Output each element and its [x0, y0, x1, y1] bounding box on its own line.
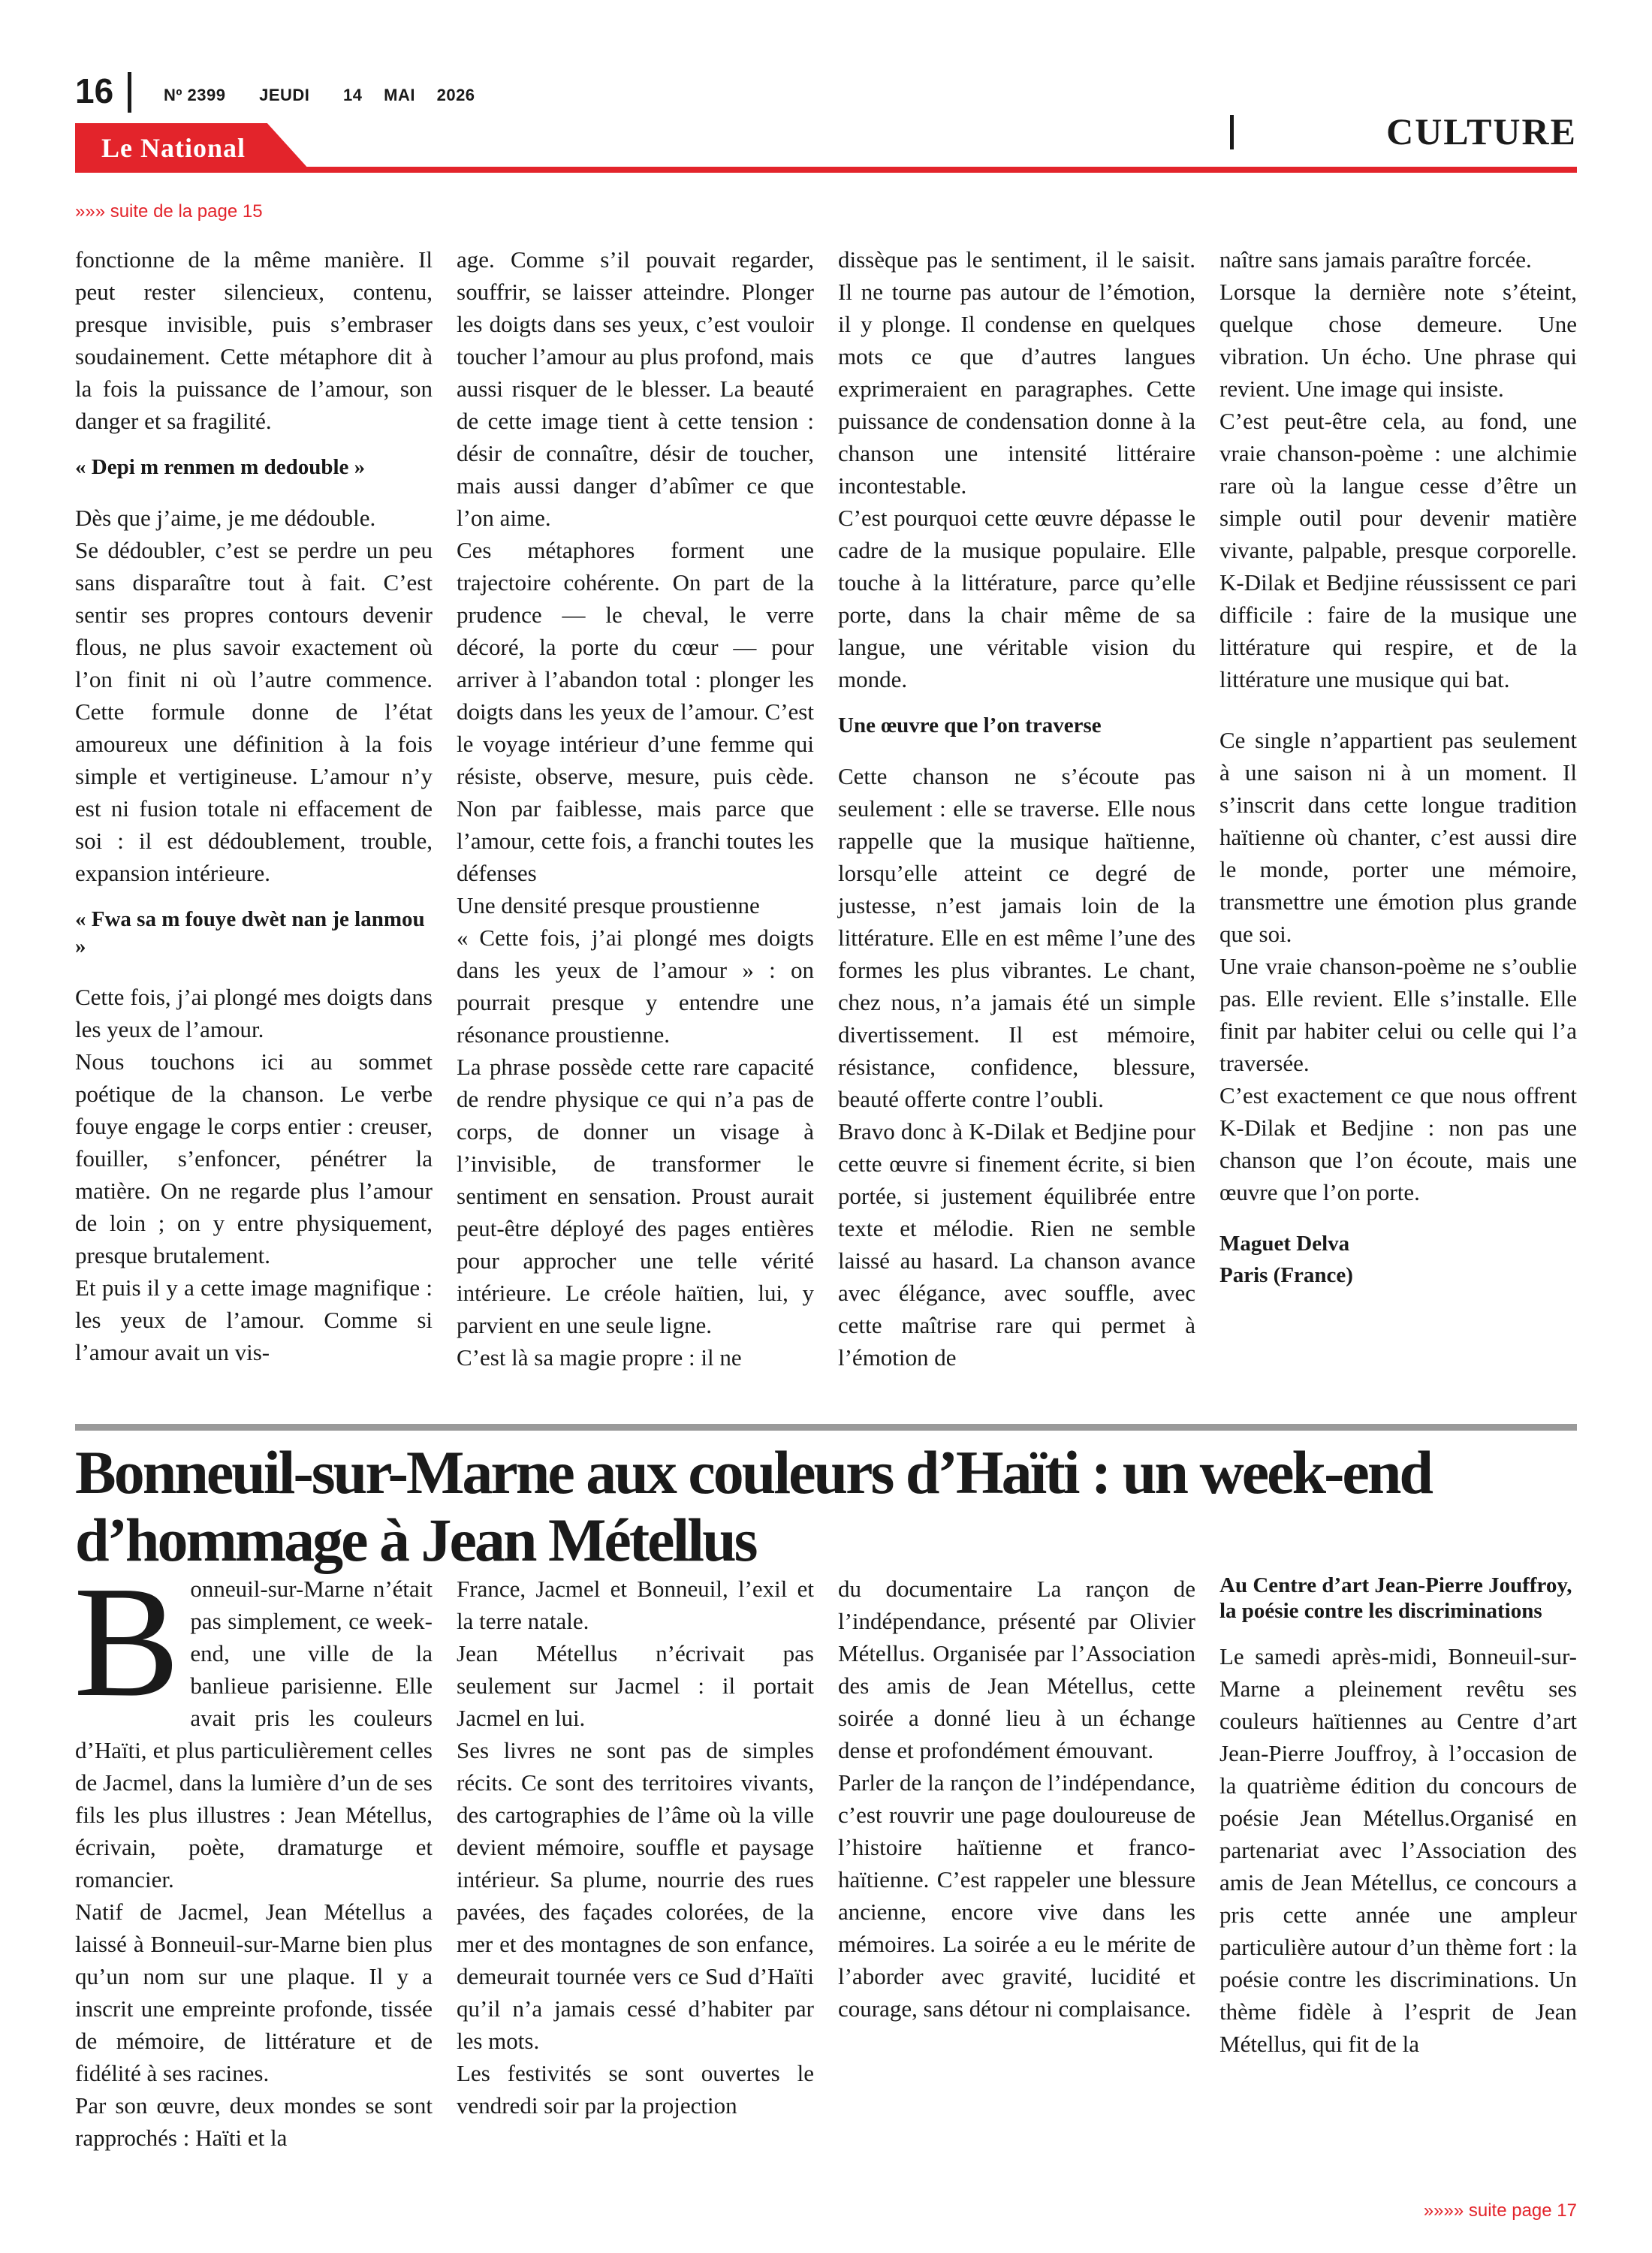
paragraph: Et puis il y a cette image magnifique : les yeux de l’amour. Comme si l’amour avait un vis- [75, 1274, 433, 1365]
article2-column-1 [74, 1553, 433, 2154]
page-number: 16 [75, 71, 114, 110]
issue-day: JEUDI [259, 86, 310, 104]
article2-column-4 [1219, 1573, 1577, 2060]
author-location: Paris (France) [1219, 1263, 1353, 1287]
paragraph: dissèque pas le sentiment, il le saisit. Il ne tourne pas autour de l’émotion, il y plonge. Il condense en quelques mots ce que d’autres langues exprimeraient en paragraphes. Cette puissance de condensation donne à la chanson une intensité littéraire incontestable. [838, 246, 1195, 499]
header-rule [75, 167, 1577, 173]
section-divider [1230, 115, 1234, 149]
subheading: « Fwa sa m fouye dwèt nan je lanmou » [75, 907, 425, 958]
paragraph: age. Comme s’il pouvait regarder, souffrir, se laisser atteindre. Plonger les doigts dans ses yeux, c’est vouloir toucher l’amour au plus profond, mais aussi risquer de le blesser. La beauté de cette image tient à cette tension : désir de connaître, désir de toucher, mais aussi danger d’abîmer ce que l’on aime. [457, 246, 814, 531]
author-name: Maguet Delva [1219, 1232, 1350, 1256]
paragraph: Cette chanson ne s’écoute pas seulement : elle se traverse. Elle nous rappelle que la musique haïtienne, lorsqu’elle atteint ce degré de justesse, n’est jamais loin de la littérature. Elle en est même l’une des formes les plus vibrantes. Le chant, chez nous, n’a jamais été un simple divertissement. Il est mémoire, résistance, confidence, blessure, beauté offerte contre l’oubli. [838, 763, 1195, 1112]
paragraph: Jean Métellus n’écrivait pas seulement sur Jacmel : il portait Jacmel en lui. [457, 1640, 814, 1731]
paragraph: Parler de la rançon de l’indépendance, c’est rouvrir une page douloureuse de l’histoire haïtienne et franco-haïtienne. C’est rappeler une blessure ancienne, encore vive dans les mémoires. La soirée a eu le mérite de l’aborder avec gravité, lucidité et courage, sans détour ni complaisance. [838, 1769, 1195, 2022]
paragraph: onneuil-sur-Marne n’était pas simplement, ce week-end, une ville de la banlieue parisienne. Elle avait pris les couleurs d’Haïti, et plus particulièrement celles de Jacmel, dans la lumière d’un de ses fils les plus illustres : Jean Métellus, écrivain, poète, dramaturge et romancier. [75, 1576, 433, 1893]
paragraph: C’est là sa magie propre : il ne [457, 1344, 742, 1371]
subheading: Au Centre d’art Jean-Pierre Jouffroy, la poésie contre les discriminations [1219, 1573, 1572, 1623]
paragraph: France, Jacmel et Bonneuil, l’exil et la terre natale. [457, 1576, 814, 1634]
subheading: Une œuvre que l’on traverse [838, 713, 1102, 737]
article2-headline: Bonneuil-sur-Marne aux couleurs d’Haïti : un week-end d’hommage à Jean Métellus [75, 1438, 1432, 1574]
paragraph: C’est exactement ce que nous offrent K-Dilak et Bedjine : non pas une chanson que l’on écoute, mais une œuvre que l’on porte. [1219, 1082, 1577, 1205]
paragraph: Bravo donc à K-Dilak et Bedjine pour cette œuvre si finement écrite, si bien portée, si justement équilibrée entre texte et mélodie. Rien ne semble laissé au hasard. La chanson avance avec élégance, avec souffle, avec cette maîtrise rare qui permet à l’émotion de [838, 1118, 1195, 1371]
paragraph: naître sans jamais paraître forcée. [1219, 246, 1532, 273]
issue-date: 14 [343, 86, 363, 104]
paragraph: Ce single n’appartient pas seulement à une saison ni à un moment. Il s’inscrit dans cette longue tradition haïtienne où chanter, c’est aussi dire le monde, porter une mémoire, transmettre une émotion plus grande que soi. [1219, 727, 1577, 947]
paragraph: du documentaire La rançon de l’indépendance, présenté par Olivier Métellus. Organisée par l’Association des amis de Jean Métellus, cette soirée a donné lieu à un échange dense et profondément émouvant. [838, 1576, 1195, 1763]
paragraph: Ses livres ne sont pas de simples récits. Ce sont des territoires vivants, des cartographies de l’âme où la ville devient mémoire, souffle et paysage intérieur. Sa plume, nourrie des rues pavées, des façades colorées, de la mer et des montagnes de son enfance, demeurait tournée vers ce Sud d’Haïti qu’il n’a jamais cessé d’habiter par les mots. [457, 1737, 814, 2054]
paragraph: C’est peut-être cela, au fond, une vraie chanson-poème : une alchimie rare où la langue cesse d’être un simple outil pour devenir matière vivante, palpable, presque corporelle. K-Dilak et Bedjine réussissent ce pari difficile : faire de la musique une littérature qui respire, et de la littérature une musique qui bat. [1219, 408, 1577, 692]
paragraph: Une vraie chanson-poème ne s’oublie pas. Elle revient. Elle s’installe. Elle finit par habiter celui ou celle qui l’a traversée. [1219, 953, 1577, 1076]
article1-column-3 [838, 243, 1195, 1374]
paragraph: Nous touchons ici au sommet poétique de la chanson. Le verbe fouye engage le corps entier : creuser, fouiller, s’enfoncer, pénétrer la matière. On ne regarde plus l’amour de loin ; on y entre physiquement, presque brutalement. [75, 1048, 433, 1268]
issue-month: MAI [384, 86, 415, 104]
subheading: « Depi m renmen m dedouble » [75, 455, 366, 479]
issue-number: Nº 2399 [164, 86, 226, 104]
section-title: CULTURE [1386, 110, 1577, 152]
article1-column-1 [75, 243, 433, 1368]
article2-column-3 [838, 1573, 1195, 2025]
continued-to-link[interactable]: »»»» suite page 17 [1423, 2200, 1577, 2221]
issue-dateline [164, 86, 504, 105]
article2-column-2 [457, 1573, 814, 2122]
paragraph: La phrase possède cette rare capacité de rendre physique ce qui n’a pas de corps, de donner un visage à l’invisible, de transformer le sentiment en sensation. Proust aurait peut-être déployé des pages entières pour approcher une telle vérité intérieure. Le créole haïtien, lui, y parvient en une seule ligne. [457, 1054, 814, 1338]
paragraph: fonctionne de la même manière. Il peut rester silencieux, contenu, presque invisible, puis s’embraser soudainement. Cette métaphore dit à la fois la puissance de l’amour, son danger et sa fragilité. [75, 246, 433, 434]
paragraph: Dès que j’aime, je me dédouble. [75, 505, 376, 531]
paragraph: Se dédoubler, c’est se perdre un peu sans disparaître tout à fait. C’est sentir ses propres contours devenir flous, ne plus savoir exactement où l’on finit ni où l’autre commence. Cette formule donne de l’état amoureux une définition à la fois simple et vertigineuse. L’amour n’y est ni fusion totale ni effacement de soi : il est dédoublement, trouble, expansion intérieure. [75, 537, 433, 886]
drop-cap: B [74, 1553, 180, 1730]
paragraph: Lorsque la dernière note s’éteint, quelque chose demeure. Une vibration. Un écho. Une phrase qui revient. Une image qui insiste. [1219, 279, 1577, 402]
paragraph: Natif de Jacmel, Jean Métellus a laissé à Bonneuil-sur-Marne bien plus qu’un nom sur une plaque. Il y a inscrit une empreinte profonde, tissée de mémoire, de littérature et de fidélité à ses racines. [75, 1899, 433, 2086]
paragraph: Une densité presque proustienne [457, 892, 760, 918]
paragraph: Les festivités se sont ouvertes le vendredi soir par la projection [457, 2060, 814, 2119]
continued-from-link[interactable]: »»» suite de la page 15 [75, 201, 263, 222]
page-number-divider [128, 72, 131, 113]
article1-column-4 [1219, 243, 1577, 1291]
paragraph: Le samedi après-midi, Bonneuil-sur-Marne a pleinement revêtu ses couleurs haïtiennes au Centre d’art Jean-Pierre Jouffroy, à l’occasion de la quatrième édition du concours de poésie Jean Métellus.Organisé en partenariat avec l’Association des amis de Jean Métellus, ce concours a pris cette année une ampleur particulière autour d’un thème fort : la poésie contre les discriminations. Un thème fidèle à l’esprit de Jean Métellus, qui fit de la [1219, 1643, 1577, 2057]
paragraph: « Cette fois, j’ai plongé mes doigts dans les yeux de l’amour » : on pourrait presque y entendre une résonance proustienne. [457, 924, 814, 1048]
newspaper-brand: Le National [101, 133, 246, 163]
article-separator [75, 1424, 1577, 1431]
paragraph: C’est pourquoi cette œuvre dépasse le cadre de la musique populaire. Elle touche à la littérature, parce qu’elle porte, dans la chair même de sa langue, une véritable vision du monde. [838, 505, 1195, 692]
paragraph: Cette fois, j’ai plongé mes doigts dans les yeux de l’amour. [75, 984, 433, 1042]
article1-column-2 [457, 243, 814, 1374]
paragraph: Ces métaphores forment une trajectoire cohérente. On part de la prudence — le cheval, le verre décoré, la porte du cœur — pour arriver à l’abandon total : plonger les doigts dans les yeux de l’amour. C’est le voyage intérieur d’une femme qui résiste, observe, mesure, puis cède. Non par faiblesse, mais parce que l’amour, cette fois, a franchi toutes les défenses [457, 537, 814, 886]
paragraph: Par son œuvre, deux mondes se sont rapprochés : Haïti et la [75, 2092, 433, 2151]
issue-year: 2026 [436, 86, 475, 104]
